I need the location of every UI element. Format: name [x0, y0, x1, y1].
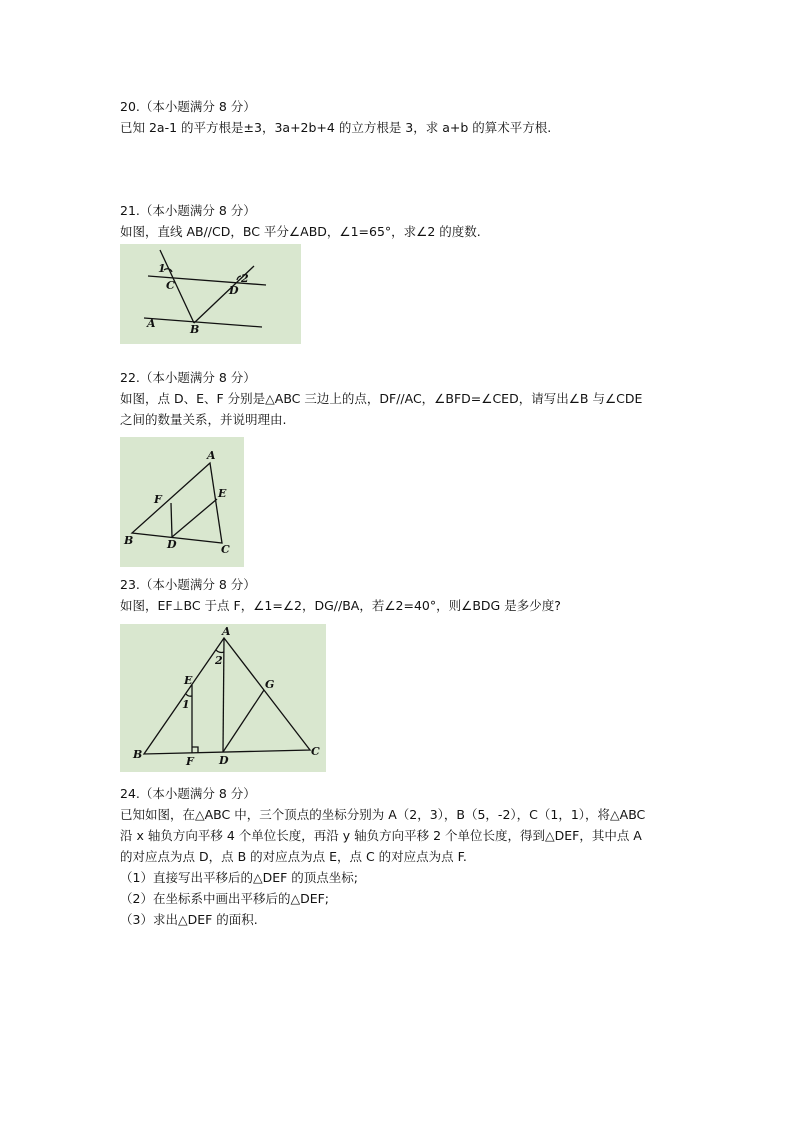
q24-text-line1: 已知如图，在△ABC 中，三个顶点的坐标分别为 A（2，3），B（5，-2），C（1，1），将△ABC — [120, 807, 646, 822]
label-c: C — [311, 745, 320, 758]
label-1: 1 — [182, 698, 190, 711]
q22-text-line1: 如图，点 D、E、F 分别是△ABC 三边上的点，DF//AC，∠BFD=∠CED，请写出∠B 与∠CDE — [120, 391, 643, 406]
label-e: E — [184, 674, 193, 687]
q21-figure — [120, 244, 301, 344]
label-1: 1 — [158, 262, 166, 275]
label-a: A — [147, 317, 156, 330]
label-d: D — [219, 754, 229, 767]
triangle-abc — [144, 638, 310, 754]
segment-ad — [223, 638, 224, 752]
angle-2-arc — [216, 650, 224, 653]
q23-figure — [120, 624, 326, 772]
q22-diagram — [120, 437, 244, 567]
label-b: B — [190, 323, 200, 336]
q22-header: 22.（本小题满分 8 分） — [120, 370, 256, 385]
q20-header: 20.（本小题满分 8 分） — [120, 99, 256, 114]
angle-1-arc — [186, 694, 192, 696]
q22-figure — [120, 437, 244, 567]
label-f: F — [154, 493, 162, 506]
q23-diagram — [120, 624, 326, 772]
q24-text-line2: 沿 x 轴负方向平移 4 个单位长度，再沿 y 轴负方向平移 2 个单位长度，得到△DEF，其中点 A — [120, 828, 642, 843]
q24-header: 24.（本小题满分 8 分） — [120, 786, 256, 801]
label-2: 2 — [241, 272, 249, 285]
segment-dg — [223, 690, 264, 752]
label-g: G — [265, 678, 275, 691]
q24-text-line3: 的对应点为点 D，点 B 的对应点为点 E，点 C 的对应点为点 F. — [120, 849, 467, 864]
q21-diagram — [120, 244, 301, 344]
label-f: F — [186, 755, 194, 768]
q24-item3: （3）求出△DEF 的面积. — [120, 912, 258, 927]
q23-text: 如图，EF⊥BC 于点 F，∠1=∠2，DG//BA，若∠2=40°，则∠BDG 是多少度? — [120, 598, 561, 613]
label-b: B — [133, 748, 143, 761]
label-a: A — [222, 625, 231, 638]
label-a: A — [207, 449, 216, 462]
q20-text: 已知 2a-1 的平方根是±3，3a+2b+4 的立方根是 3，求 a+b 的算术平方根. — [120, 120, 552, 135]
q24-item1: （1）直接写出平移后的△DEF 的顶点坐标; — [120, 870, 358, 885]
q21-text: 如图，直线 AB//CD，BC 平分∠ABD，∠1=65°，求∠2 的度数. — [120, 224, 481, 239]
label-b: B — [124, 534, 134, 547]
q21-header: 21.（本小题满分 8 分） — [120, 203, 256, 218]
label-e: E — [218, 487, 227, 500]
label-2: 2 — [215, 654, 223, 667]
label-c: C — [221, 543, 230, 556]
q23-header: 23.（本小题满分 8 分） — [120, 577, 256, 592]
label-d: D — [167, 538, 177, 551]
segment-de — [172, 499, 217, 537]
label-d: D — [229, 284, 239, 297]
line-ab — [144, 318, 262, 327]
segment-fd — [171, 503, 172, 537]
label-c: C — [166, 279, 175, 292]
triangle-abc — [132, 463, 222, 543]
q24-item2: （2）在坐标系中画出平移后的△DEF; — [120, 891, 329, 906]
q22-text-line2: 之间的数量关系，并说明理由. — [120, 412, 287, 427]
